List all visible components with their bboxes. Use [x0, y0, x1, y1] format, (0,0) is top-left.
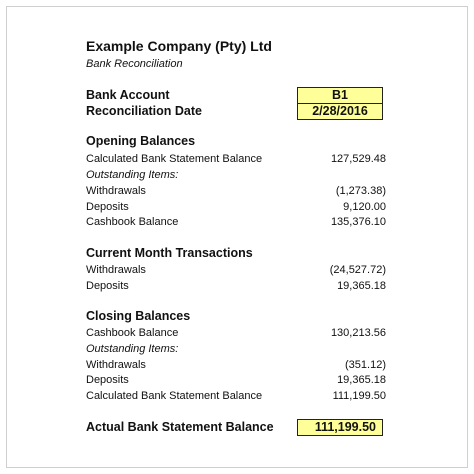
actual-balance-field[interactable]: 111,199.50: [297, 419, 383, 436]
reconciliation-date-field[interactable]: 2/28/2016: [297, 103, 383, 120]
opening-deposits-row: Deposits 9,120.00: [86, 201, 386, 213]
closing-outstanding-label: Outstanding Items:: [86, 343, 179, 355]
current-deposits-row: Deposits 19,365.18: [86, 280, 386, 292]
bank-account-row: Bank Account: [86, 88, 170, 102]
current-withdrawals-row: Withdrawals (24,527.72): [86, 264, 386, 276]
sheet-subtitle: Bank Reconciliation: [86, 58, 183, 70]
opening-balances-heading: Opening Balances: [86, 134, 196, 148]
closing-deposits-row: Deposits 19,365.18: [86, 374, 386, 386]
company-title: Example Company (Pty) Ltd: [86, 38, 272, 54]
closing-calc-row: Calculated Bank Statement Balance 111,199.50: [86, 390, 386, 402]
closing-balances-heading: Closing Balances: [86, 309, 191, 323]
closing-cashbook-row: Cashbook Balance 130,213.56: [86, 327, 386, 339]
reconciliation-date-row: Reconciliation Date: [86, 104, 202, 118]
opening-cashbook-row: Cashbook Balance 135,376.10: [86, 216, 386, 228]
closing-withdrawals-row: Withdrawals (351.12): [86, 359, 386, 371]
bank-account-field[interactable]: B1: [297, 87, 383, 104]
opening-outstanding-label: Outstanding Items:: [86, 169, 179, 181]
opening-withdrawals-row: Withdrawals (1,273.38): [86, 185, 386, 197]
opening-calc-row: Calculated Bank Statement Balance 127,529.48: [86, 153, 386, 165]
current-month-heading: Current Month Transactions: [86, 246, 253, 260]
actual-balance-row: Actual Bank Statement Balance: [86, 420, 274, 434]
